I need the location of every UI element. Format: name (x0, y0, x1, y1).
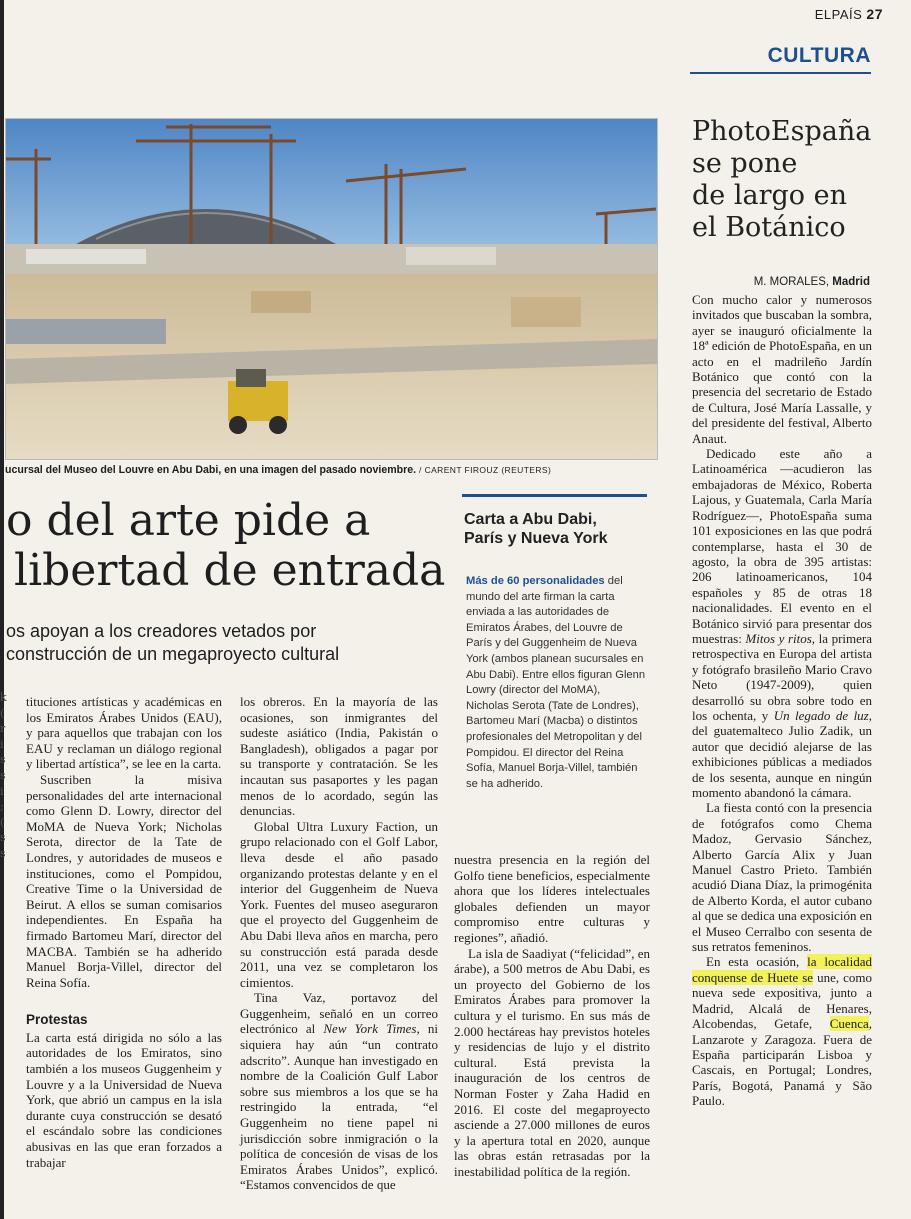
byline-author: M. MORALES, (753, 276, 830, 288)
subtitle-protestas: Protestas (26, 1012, 88, 1028)
sidebar-title-line-2: París y Nueva York (464, 530, 608, 547)
right-article-body (692, 292, 872, 1109)
text-run: En esta ocasión, (706, 954, 808, 970)
article-column-3 (454, 852, 650, 1179)
right-title-line-1: PhotoEspaña (692, 116, 872, 147)
paragraph: Global Ultra Luxury Faction, un grupo relacionado con el Golf Labor, lleva desde el año pasado organizando protestas delante y en el interior del Guggenheim de Nueva York. Fuentes del museo aseguraron que el proyecto del Guggenheim de Abu Dabi lleva años en marcha, pero su construcción está parada desde 2011, una vez se completaron los cimientos. (240, 818, 438, 990)
sidebar-text: del mundo del arte firman la carta enviada a las autoridades de Emiratos Árabes, del Louvre de París y del Guggenheim de Nueva York (ambos planean sucursales en Abu Dabi). Entre ellos figuran Glenn Lowry (director del MoMA), Nicholas Serota (Tate de Londres), Bartomeu Marí (Macba) o distintos profesionales del Metropolitan y del Pompidou. El director del Reina Sofía, Manuel Borja-Villel, también se ha adherido. (466, 575, 646, 790)
byline-place: Madrid (832, 276, 870, 288)
highlighted-text: Cuenca (829, 1016, 869, 1032)
section-rule (690, 72, 871, 74)
highlighted-text: la localidad conquense de Huete se (692, 954, 872, 985)
sidebar-title-line-1: Carta a Abu Dabi, (464, 511, 597, 528)
article-subhead (6, 620, 339, 666)
exhibit-title: Un legado de luz (773, 707, 869, 723)
exhibit-title: Mitos y ritos (745, 630, 812, 646)
paragraph: los obreros. En la mayoría de las ocasiones, son inmigrantes del sudeste asiático (India, Pakistán o Bangladesh), obligados a pagar por su transporte y contratación. Se les incautan sus pasaportes y les pagan menos de lo acordado, según las denuncias. (240, 694, 438, 819)
article-headline (6, 496, 445, 596)
right-byline (692, 276, 870, 288)
paragraph (240, 990, 438, 1193)
subhead-line-1: os apoyan a los creadores vetados por (6, 621, 317, 641)
page-number: 27 (866, 6, 883, 22)
newspaper-name: New York Times (323, 1021, 417, 1037)
paragraph: tituciones artísticas y académicas en los Emiratos Árabes Unidos (EAU), y para aquellos que trabajan con los EAU y reclaman un diálogo regional y libertad artística”, se lee en la carta. (26, 694, 222, 772)
paragraph: La isla de Saadiyat (“felicidad”, en árabe), a 500 metros de Abu Dabi, es un proyecto del Gobierno de los Emiratos Árabes para promover la cultura y el turismo. En sus más de 2.000 hectáreas hay previstos hoteles y residencias de lujo y el distrito cultural. Está prevista la inauguración de los centros de Norman Foster y Zaha Hadid en 2016. El coste del megaproyecto asciende a 27.000 millones de euros y la apertura total en 2020, aunque las obras están retrasadas por la inestabilidad política de la región. (454, 945, 650, 1179)
subhead-line-2: construcción de un megaproyecto cultural (6, 644, 340, 664)
headline-line-1: o del arte pide a (6, 495, 371, 546)
page-header (815, 6, 883, 22)
photo-caption (5, 464, 551, 476)
right-title-line-4: el Botánico (692, 212, 846, 243)
right-article-title (692, 116, 871, 244)
paragraph: nuestra presencia en la región del Golfo tiene beneficios, especialmente ahora que los líderes intelectuales globales defienden un mayor compromiso entre culturas y regiones”, añadió. (454, 852, 650, 945)
sidebar-body (466, 574, 646, 792)
article-column-2 (240, 694, 438, 1193)
louvre-construction-image (6, 119, 657, 459)
paragraph: Suscriben la misiva personalidades del arte internacional como Glenn D. Lowry, director del MoMA de Nueva York; Nicholas Serota, director de la Tate de Londres, y autoridades de museos e instituciones, como el Pompidou, Creative Time o la Universidad de Beirut. A ellos se suman comisarios independientes. En España ha firmado Bartomeu Marí, director del MACBA. También se ha adherido Manuel Borja-Villel, director del Reina Sofía. (26, 771, 222, 990)
article-column-1 (26, 694, 222, 1170)
text-run: , del guatemalteco Julio Zadik, un autor que decidió alejarse de las exhibiciones públicas a mediados de los sesenta, aunque en ningún momento abandonó la cámara. (692, 707, 872, 800)
right-title-line-3: de largo en (692, 180, 847, 211)
text-run: , Lanzarote y Zaragoza. Fuera de España participarán Lisboa y Cascais, en Portugal; Londres, París, Bogotá, Panamá y São Paulo. (692, 1016, 872, 1109)
sidebar-rule (462, 494, 647, 497)
text-run: Dedicado este año a Latinoamérica —acudieron las embajadoras de México, Roberta Lajous, y Guatemala, Carla María Rodríguez—, PhotoEspaña suma 101 exposiciones en las que podrá contemplarse, hasta el 30 de agosto, la obra de 395 artistas: 206 latinoamericanos, 104 españoles y 85 de otras 18 nacionalidades. El evento en el Botánico sirvió para presentar dos muestras: (692, 446, 872, 646)
paragraph: Con mucho calor y numerosos invitados que buscaban la sombra, ayer se inauguró oficialmente la 18ª edición de PhotoEspaña, en un acto en el madrileño Jardín Botánico que contó con la presencia del secretario de Estado de Cultura, José María Lassalle, y del presidente del festival, Alberto Anaut. (692, 292, 872, 446)
text-run: une, como nueva sede expositiva, junto a Madrid, Alcalá de Henares, Alcobendas, Getafe, (692, 969, 872, 1032)
right-title-line-2: se pone (692, 148, 798, 179)
text-run: Tina Vaz, portavoz del Guggenheim, señaló en un correo electrónico al (240, 990, 438, 1037)
paragraph: La carta está dirigida no sólo a las autoridades de los Emiratos, sino también a los museos Guggenheim y Louvre y a la Universidad de Nueva York, que abrió un campus en la isla durante cuya construcción se desató el escándalo sobre las condiciones abusivas en las que eran forzados a trabajar (26, 1029, 222, 1170)
photo-credit: / CARENT FIROUZ (REUTERS) (419, 465, 552, 475)
caption-text: ucursal del Museo del Louvre en Abu Dabi, en una imagen del pasado noviembre. (5, 464, 417, 476)
sidebar-lead: Más de 60 personalidades (466, 575, 605, 587)
sidebar-title (464, 510, 608, 548)
cut-edge-letters: k ( r i s s i ; ( s s (0, 691, 7, 860)
headline-line-2: libertad de entrada (14, 545, 446, 596)
text-run: , ni siquiera hay aún “un contrato adscrito”. Aunque han investigado en nombre de la Coalición Gulf Labor sobre sus miembros a los que se ha restringido la entrada, “el Guggenheim no tiene papel ni jurisdicción sobre inmigración o la política de concesión de visas de los Emiratos Árabes Unidos”, explicó. “Estamos convencidos de que (240, 1021, 438, 1193)
text-run: , la primera retrospectiva en Europa del artista y fotógrafo brasileño Mario Cravo Neto (1947-2009), quien desarrolló su obra sobre todo en los ochenta, y (692, 630, 872, 723)
paragraph (692, 446, 872, 800)
paragraph: La fiesta contó con la presencia de fotógrafos como Chema Madoz, Gervasio Sánchez, Alberto García Alix y Juan Manuel Castro Prieto. También acudió Diana Díaz, la primogénita de Alberto Korda, el autor cubano al que se dedica una exposición en el Museo Cerralbo con sesenta de sus retratos femeninos. (692, 800, 872, 955)
paragraph (692, 954, 872, 1108)
section-title: CULTURA (767, 44, 871, 67)
article-photo (5, 118, 658, 460)
paper-name: ELPAÍS (814, 7, 863, 22)
